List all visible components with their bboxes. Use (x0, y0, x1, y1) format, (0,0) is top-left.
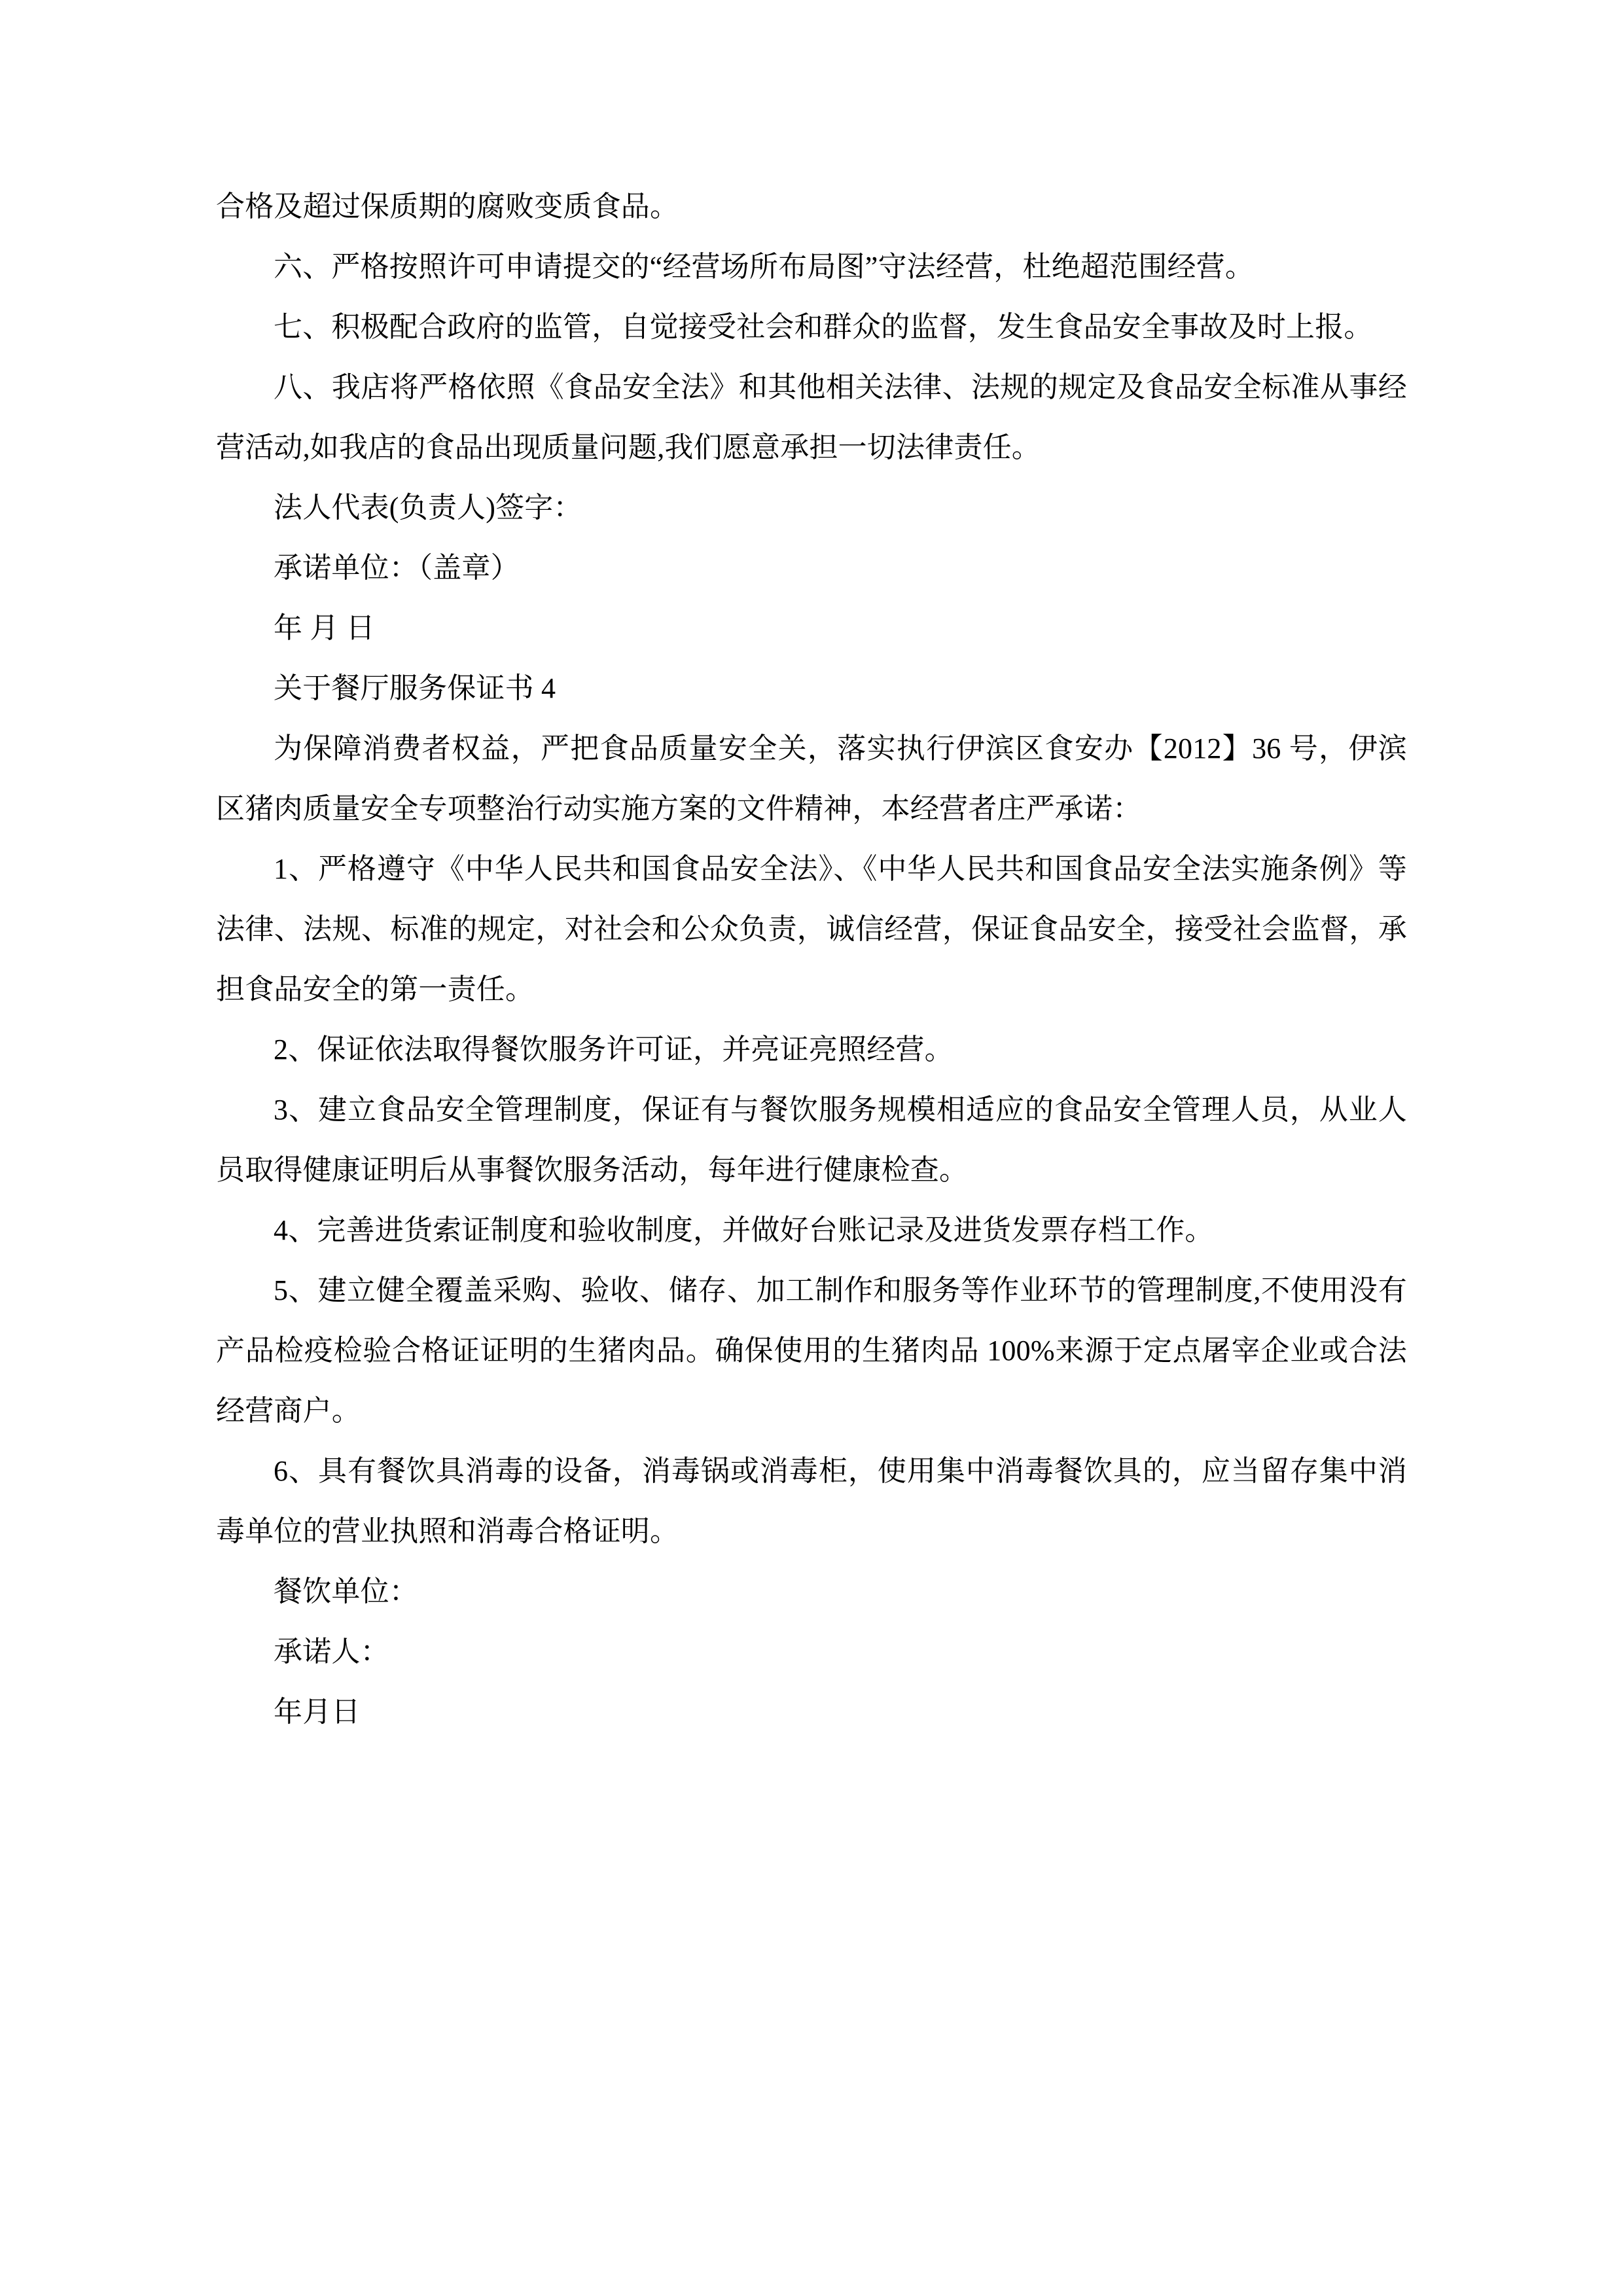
paragraph-promise-4: 4、完善进货索证制度和验收制度，并做好台账记录及进货发票存档工作。 (274, 1214, 1214, 1246)
section-title-restaurant-guarantee-4: 关于餐厅服务保证书 4 (274, 672, 556, 704)
footer-date: 年月日 (274, 1696, 361, 1728)
paragraph-item-7: 七、积极配合政府的监管，自觉接受社会和群众的监督，发生食品安全事故及时上报。 (274, 311, 1373, 343)
paragraph-item-6: 六、严格按照许可申请提交的“经营场所布局图”守法经营，杜绝超范围经营。 (274, 251, 1255, 283)
paragraph-promise-3: 3、建立食品安全管理制度，保证有与餐饮服务规模相适应的食品安全管理人员，从业人员取得健康证明后从事餐饮服务活动，每年进行健康检查。 (216, 1094, 1407, 1186)
paragraph-promise-6: 6、具有餐饮具消毒的设备，消毒锅或消毒柜，使用集中消毒餐饮具的，应当留存集中消毒单位的营业执照和消毒合格证明。 (216, 1455, 1407, 1547)
paragraph-continuation: 合格及超过保质期的腐败变质食品。 (216, 190, 679, 223)
document-body (216, 177, 1407, 1742)
signature-legal-representative: 法人代表(负责人)签字： (274, 492, 582, 524)
signature-date: 年 月 日 (274, 612, 375, 644)
footer-catering-unit: 餐饮单位： (274, 1575, 418, 1607)
paragraph-promise-2: 2、保证依法取得餐饮服务许可证，并亮证亮照经营。 (274, 1033, 954, 1066)
paragraph-promise-1: 1、严格遵守《中华人民共和国食品安全法》、《中华人民共和国食品安全法实施条例》等法律、法规、标准的规定，对社会和公众负责，诚信经营，保证食品安全，接受社会监督，承担食品安全的第一责任。 (216, 853, 1407, 1005)
paragraph-promise-5: 5、建立健全覆盖采购、验收、储存、加工制作和服务等作业环节的管理制度,不使用没有产品检疫检验合格证证明的生猪肉品。确保使用的生猪肉品 100%来源于定点屠宰企业或合法经营商户。 (216, 1274, 1407, 1427)
paragraph-item-8: 八、我店将严格依照《食品安全法》和其他相关法律、法规的规定及食品安全标准从事经营活动,如我店的食品出现质量问题,我们愿意承担一切法律责任。 (216, 371, 1407, 463)
footer-promisor: 承诺人： (274, 1636, 389, 1668)
paragraph-preamble: 为保障消费者权益，严把食品质量安全关，落实执行伊滨区食安办【2012】36 号，伊滨区猪肉质量安全专项整治行动实施方案的文件精神，本经营者庄严承诺： (216, 732, 1407, 825)
signature-unit: 承诺单位：（盖章） (274, 552, 520, 584)
